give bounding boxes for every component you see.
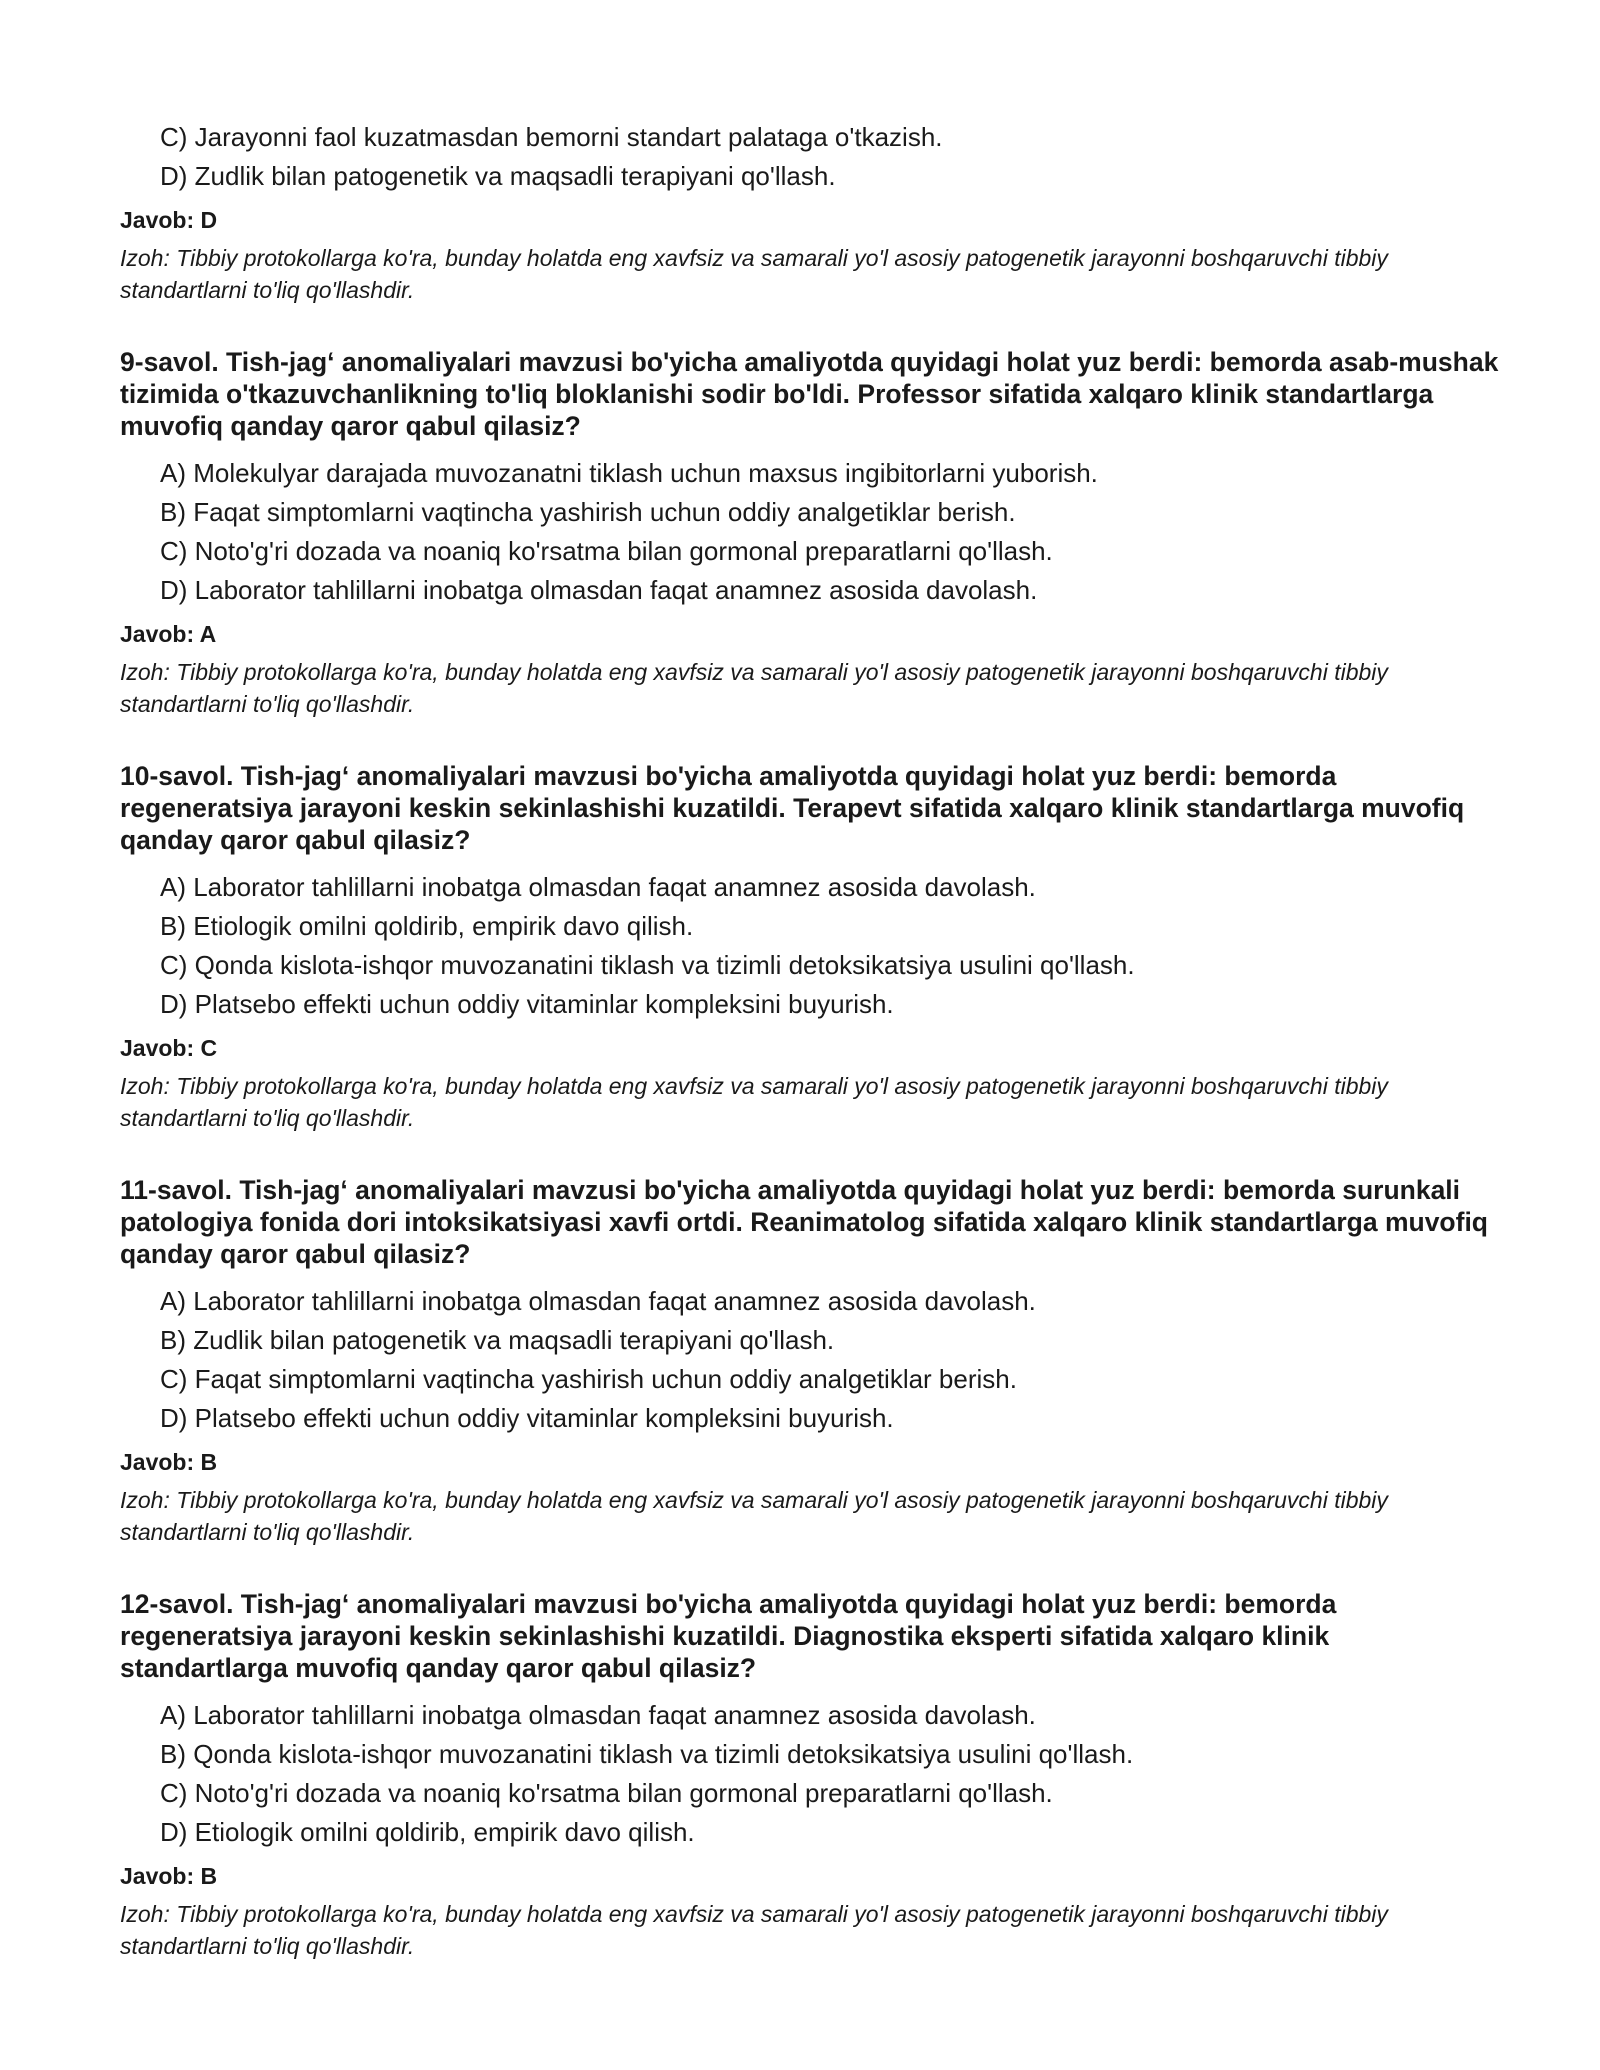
document-page <box>120 0 1500 1962</box>
answer-label: Javob: D <box>120 207 218 233</box>
explanation-note: Izoh: Tibbiy protokollarga ko'ra, bunday holatda eng xavfsiz va samarali yo'l asosiy patogenetik jarayonni boshqaruvchi tibbiy standartlarni to'liq qo'llashdir. <box>120 1487 1388 1545</box>
option-b: B) Etiologik omilni qoldirib, empirik davo qilish. <box>160 911 694 941</box>
option-d: D) Zudlik bilan patogenetik va maqsadli terapiyani qo'llash. <box>160 161 836 191</box>
answer-label: Javob: C <box>120 1035 218 1061</box>
option-c: C) Noto'g'ri dozada va noaniq ko'rsatma bilan gormonal preparatlarni qo'llash. <box>160 1778 1053 1808</box>
option-c: C) Jarayonni faol kuzatmasdan bemorni standart palataga o'tkazish. <box>160 122 943 152</box>
option-a: A) Laborator tahlillarni inobatga olmasdan faqat anamnez asosida davolash. <box>160 872 1036 902</box>
explanation-note: Izoh: Tibbiy protokollarga ko'ra, bunday holatda eng xavfsiz va samarali yo'l asosiy patogenetik jarayonni boshqaruvchi tibbiy standartlarni to'liq qo'llashdir. <box>120 659 1388 717</box>
option-c: C) Qonda kislota-ishqor muvozanatini tiklash va tizimli detoksikatsiya usulini qo'llash. <box>160 950 1135 980</box>
question-10 <box>120 760 1500 1134</box>
option-a: A) Molekulyar darajada muvozanatni tiklash uchun maxsus ingibitorlarni yuborish. <box>160 458 1098 488</box>
option-d: D) Platsebo effekti uchun oddiy vitaminlar kompleksini buyurish. <box>160 989 894 1019</box>
explanation-note: Izoh: Tibbiy protokollarga ko'ra, bunday holatda eng xavfsiz va samarali yo'l asosiy patogenetik jarayonni boshqaruvchi tibbiy standartlarni to'liq qo'llashdir. <box>120 245 1388 303</box>
answer-label: Javob: B <box>120 1863 218 1889</box>
question-title: 11-savol. Tish-jag‘ anomaliyalari mavzusi bo'yicha amaliyotda quyidagi holat yuz berdi: bemorda surunkali patologiya fonida dori intoksikatsiyasi xavfi ortdi. Reanimatolog sifatida xalqaro klinik standartlarga muvofiq qanday qaror qabul qilasiz? <box>120 1175 1488 1269</box>
option-b: B) Zudlik bilan patogenetik va maqsadli terapiyani qo'llash. <box>160 1325 835 1355</box>
option-a: A) Laborator tahlillarni inobatga olmasdan faqat anamnez asosida davolash. <box>160 1286 1036 1316</box>
option-d: D) Platsebo effekti uchun oddiy vitaminlar kompleksini buyurish. <box>160 1403 894 1433</box>
option-c: C) Noto'g'ri dozada va noaniq ko'rsatma bilan gormonal preparatlarni qo'llash. <box>160 536 1053 566</box>
explanation-note: Izoh: Tibbiy protokollarga ko'ra, bunday holatda eng xavfsiz va samarali yo'l asosiy patogenetik jarayonni boshqaruvchi tibbiy standartlarni to'liq qo'llashdir. <box>120 1901 1388 1959</box>
option-c: C) Faqat simptomlarni vaqtincha yashirish uchun oddiy analgetiklar berish. <box>160 1364 1017 1394</box>
option-b: B) Faqat simptomlarni vaqtincha yashirish uchun oddiy analgetiklar berish. <box>160 497 1016 527</box>
previous-question-continuation <box>120 118 1500 306</box>
question-title: 12-savol. Tish-jag‘ anomaliyalari mavzusi bo'yicha amaliyotda quyidagi holat yuz berdi: bemorda regeneratsiya jarayoni keskin sekinlashishi kuzatildi. Diagnostika eksperti sifatida xalqaro klinik standartlarga muvofiq qanday qaror qabul qilasiz? <box>120 1589 1337 1683</box>
explanation-note: Izoh: Tibbiy protokollarga ko'ra, bunday holatda eng xavfsiz va samarali yo'l asosiy patogenetik jarayonni boshqaruvchi tibbiy standartlarni to'liq qo'llashdir. <box>120 1073 1388 1131</box>
question-12 <box>120 1588 1500 1962</box>
answer-label: Javob: A <box>120 621 217 647</box>
answer-label: Javob: B <box>120 1449 218 1475</box>
question-9 <box>120 346 1500 720</box>
question-title: 10-savol. Tish-jag‘ anomaliyalari mavzusi bo'yicha amaliyotda quyidagi holat yuz berdi: bemorda regeneratsiya jarayoni keskin sekinlashishi kuzatildi. Terapevt sifatida xalqaro klinik standartlarga muvofiq qanday qaror qabul qilasiz? <box>120 761 1465 855</box>
option-a: A) Laborator tahlillarni inobatga olmasdan faqat anamnez asosida davolash. <box>160 1700 1036 1730</box>
question-title: 9-savol. Tish-jag‘ anomaliyalari mavzusi bo'yicha amaliyotda quyidagi holat yuz berdi: bemorda asab-mushak tizimida o'tkazuvchanlikning to'liq bloklanishi sodir bo'ldi. Professor sifatida xalqaro klinik standartlarga muvofiq qanday qaror qabul qilasiz? <box>120 347 1499 441</box>
option-d: D) Laborator tahlillarni inobatga olmasdan faqat anamnez asosida davolash. <box>160 575 1038 605</box>
option-b: B) Qonda kislota-ishqor muvozanatini tiklash va tizimli detoksikatsiya usulini qo'llash. <box>160 1739 1134 1769</box>
question-11 <box>120 1174 1500 1548</box>
option-d: D) Etiologik omilni qoldirib, empirik davo qilish. <box>160 1817 695 1847</box>
